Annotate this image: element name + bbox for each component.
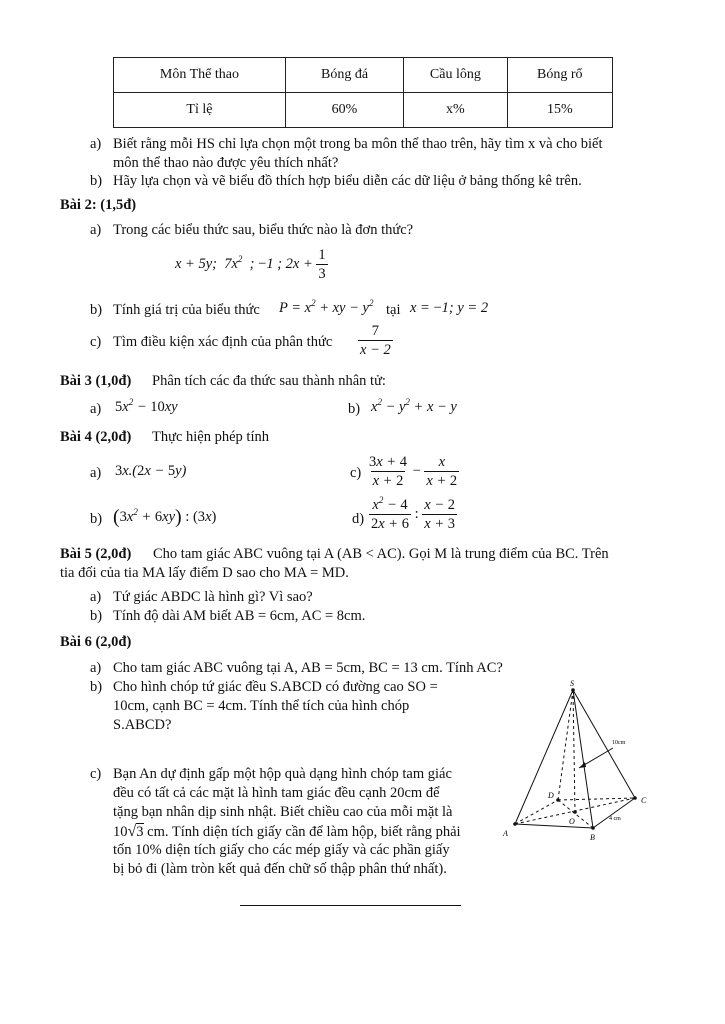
item-label: c) [90, 334, 102, 350]
vertex-C-label: C [641, 796, 647, 805]
item-label: c) [90, 766, 102, 782]
section-text: Thực hiện phép tính [152, 429, 269, 445]
section-title: Bài 5 (2,0đ) [60, 546, 132, 562]
vertex-S-dot [571, 688, 575, 692]
arrow-head-icon [579, 762, 586, 768]
question-text: bị bỏ đi (làm tròn kết quả đến chữ số thập phân thứ nhất). [113, 861, 447, 877]
question-text: Biết rằng mỗi HS chỉ lựa chọn một trong ba môn thể thao trên, hãy tìm x và cho biết [113, 136, 603, 152]
question-text: tốn 10% diện tích giấy cho các mép giấy và các phần giấy [113, 842, 450, 858]
edge-DC [558, 798, 635, 800]
section-title: Bài 4 (2,0đ) [60, 429, 132, 445]
question-text: Cho hình chóp tứ giác đều S.ABCD có đường cao SO = [113, 679, 438, 695]
table-header-cell: Cầu lông [404, 58, 507, 93]
expression: $5x^2 - 10xy$ [115, 397, 178, 415]
coefficient: 10 [113, 824, 128, 840]
expression: 3x.(2x − 5y) [115, 463, 187, 479]
side-label: 4 cm [609, 816, 621, 822]
vertex-A-dot [513, 822, 517, 826]
table-row [114, 93, 613, 128]
expression-list: x + 5y; $7x^2$ ; −1 ; 2x + $\frac{1}{3}$ [175, 247, 326, 283]
edge-BC [593, 798, 635, 828]
question-text: Tính độ dài AM biết AB = 6cm, AC = 8cm. [113, 608, 366, 624]
expression: $\frac{x^2 - 4}{2x + 6}$ : $\frac{x - 2}{x + 3}$ [371, 495, 455, 533]
section-text: Cho tam giác ABC vuông tại A (AB < AC). Gọi M là trung điểm của BC. Trên [153, 546, 609, 562]
question-text: tặng bạn nhân dịp sinh nhật. Biết chiều cao của mỗi mặt là [113, 804, 453, 820]
section-title: Bài 2: (1,5đ) [60, 197, 137, 213]
table-header-cell: Môn Thể thao [114, 58, 286, 93]
edge-AD [515, 800, 558, 824]
item-label: a) [90, 660, 102, 676]
point-O-label: O [569, 817, 575, 826]
end-divider [240, 905, 461, 906]
question-text: tại [386, 302, 401, 318]
item-label: a) [90, 222, 102, 238]
section-title: Bài 6 (2,0đ) [60, 634, 132, 650]
radicand: 3 [136, 824, 144, 840]
question-text: S.ABCD? [113, 717, 172, 733]
vertex-S-label: S [570, 679, 574, 688]
expression-values: x = −1; y = 2 [410, 300, 489, 316]
table-cell: x% [404, 93, 507, 128]
question-text: 10√3 cm. Tính diện tích giấy cần để làm hộp, biết rằng phải [113, 823, 461, 840]
question-text: môn thể thao nào được yêu thích nhất? [113, 155, 339, 171]
fraction-expression: $\frac{7}{x - 2}$ [360, 323, 391, 359]
question-text: Hãy lựa chọn và vẽ biểu đồ thích hợp biểu diễn các dữ liệu ở bảng thống kê trên. [113, 173, 582, 189]
item-label: b) [348, 401, 361, 417]
vertex-D-dot [556, 798, 560, 802]
expression: $\frac{3x + 4}{x + 2}$ − $\frac{x}{x + 2}$ [369, 454, 458, 490]
table-cell: Tỉ lệ [114, 93, 286, 128]
expression: $(3x^2 + 6xy)$ : (3x) [113, 506, 217, 528]
question-text: đều có tất cả các mặt là hình tam giác đều cạnh 20cm để [113, 785, 440, 801]
question-text: 10cm, cạnh BC = 4cm. Tính thể tích của hình chóp [113, 698, 410, 714]
item-label: a) [90, 589, 102, 605]
section-text: Phân tích các đa thức sau thành nhân tử: [152, 373, 386, 389]
vertex-A-label: A [503, 829, 508, 838]
question-text: Bạn An dự định gấp một hộp quà dạng hình chóp tam giác [113, 766, 452, 782]
question-text: Tứ giác ABDC là hình gì? Vì sao? [113, 589, 313, 605]
expression-p: $P = x^2$ + xy − $y^2$ [279, 298, 374, 316]
sports-table [113, 57, 613, 128]
item-label: b) [90, 173, 103, 189]
table-header-cell: Bóng rổ [507, 58, 612, 93]
item-label: a) [90, 401, 102, 417]
question-text: Trong các biểu thức sau, biểu thức nào là đơn thức? [113, 222, 414, 238]
edge-SC [573, 690, 635, 798]
question-text: Tìm điều kiện xác định của phân thức [113, 334, 333, 350]
question-text-rest: cm. Tính diện tích giấy cần để làm hộp, biết rằng phải [143, 824, 461, 840]
pyramid-figure [495, 676, 675, 848]
question-text: Cho tam giác ABC vuông tại A, AB = 5cm, BC = 13 cm. Tính AC? [113, 660, 503, 676]
item-label: a) [90, 136, 102, 152]
item-label: d) [352, 511, 365, 527]
edge-SB [573, 690, 593, 828]
table-header-row [114, 58, 613, 93]
item-label: b) [90, 608, 103, 624]
vertex-B-label: B [590, 833, 595, 842]
section-text: tia đối của tia MA lấy điểm D sao cho MA = MD. [60, 565, 349, 581]
table-header-cell: Bóng đá [285, 58, 403, 93]
item-label: b) [90, 302, 103, 318]
item-label: b) [90, 679, 103, 695]
question-text: Tính giá trị của biểu thức [113, 302, 260, 318]
item-label: a) [90, 465, 102, 481]
item-label: b) [90, 511, 103, 527]
table-cell: 60% [285, 93, 403, 128]
vertex-B-dot [591, 826, 595, 830]
table-cell: 15% [507, 93, 612, 128]
item-label: c) [350, 465, 362, 481]
height-SO [573, 690, 575, 812]
edge-AB [515, 824, 593, 828]
point-O-dot [573, 810, 577, 814]
section-title: Bài 3 (1,0đ) [60, 373, 132, 389]
vertex-D-label: D [548, 791, 554, 800]
expression: $x^2 - y^2 + x - y$ [371, 397, 457, 415]
height-label: 10cm [612, 740, 626, 746]
vertex-C-dot [633, 796, 637, 800]
